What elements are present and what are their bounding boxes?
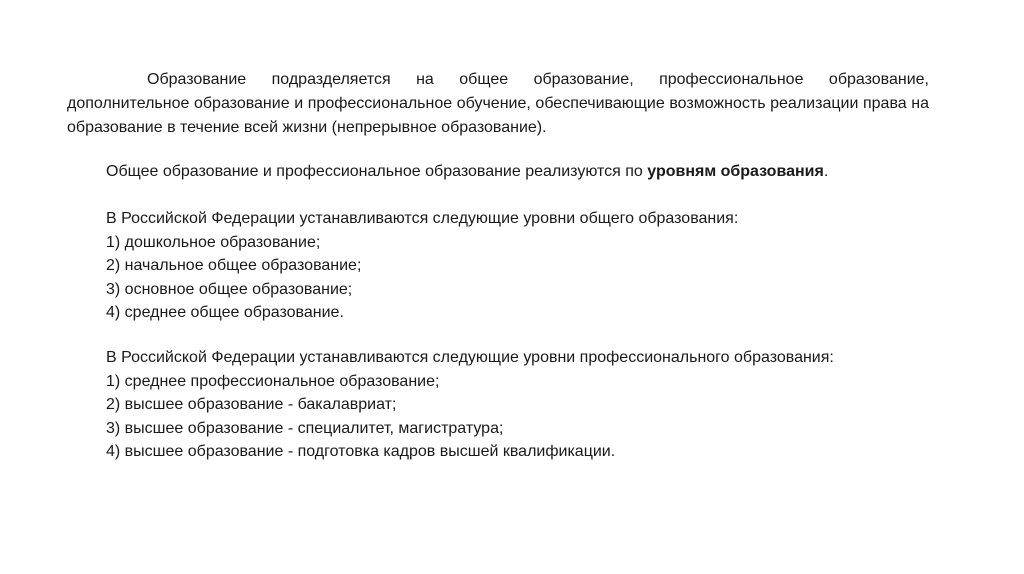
- levels-statement: [106, 160, 828, 184]
- list-item: 1) дошкольное образование;: [106, 233, 321, 251]
- levels-statement-text: Общее образование и профессиональное образование реализуются по: [106, 163, 648, 180]
- professional-levels-heading: В Российской Федерации устанавливаются следующие уровни профессионального образования:: [106, 349, 834, 366]
- list-item: 2) начальное общее образование;: [106, 257, 362, 274]
- list-item: 4) высшее образование - подготовка кадров высшей квалификации.: [106, 443, 616, 460]
- list-item: 3) основное общее образование;: [106, 280, 353, 298]
- levels-statement-emphasis: уровням образования: [647, 163, 824, 180]
- professional-education-levels: [106, 346, 834, 464]
- levels-statement-end: .: [823, 163, 829, 180]
- list-item: 3) высшее образование - специалитет, магистратура;: [106, 419, 504, 437]
- list-item: 2) высшее образование - бакалавриат;: [106, 396, 397, 413]
- general-levels-heading: В Российской Федерации устанавливаются следующие уровни общего образования:: [106, 210, 739, 227]
- intro-paragraph: Образование подразделяется на общее образование, профессиональное образование, дополнительное образование и профессиональное обучение, обеспечивающие возможность реализации права на образование в течение всей жизни (непрерывное образование).: [67, 71, 929, 136]
- list-item: 4) среднее общее образование.: [106, 304, 344, 321]
- general-education-levels: [106, 207, 738, 325]
- list-item: 1) среднее профессиональное образование;: [106, 372, 440, 390]
